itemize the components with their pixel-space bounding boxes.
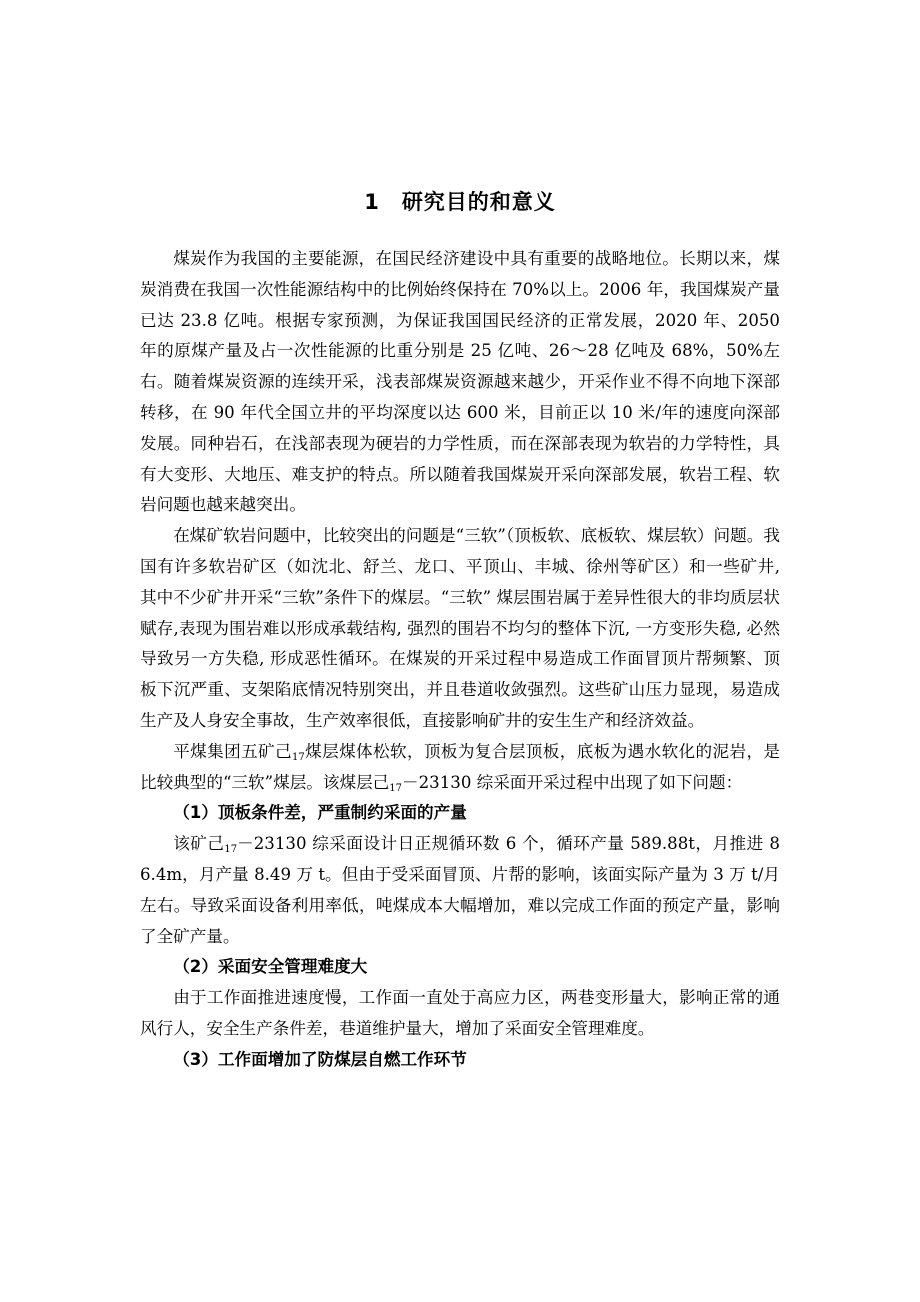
subheading-roof-condition: （1）顶板条件差，严重制约采面的产量 <box>173 803 467 823</box>
paragraph-three-soft-problem: 在煤矿软岩问题中，比较突出的问题是“三软”（顶板软、底板软、煤层软）问题。我国有许多软岩矿区（如沈北、舒兰、龙口、平顶山、丰城、徐州等矿区）和一些矿井, 其中不少矿井开采“三软”条件下的煤层。“三软” 煤层围岩属于差异性很大的非均质层状赋存,表现为围岩难以形成承载结构, 强烈的围岩不均匀的整体下沉, 一方变形失稳, 必然导致另一方失稳, 形成恶性循环。在煤炭的开采过程中易造成工作面冒顶片帮频繁、顶板下沉严重、支架陷底情况特别突出，并且巷道收敛强烈。这些矿山压力显现，易造成生产及人身安全事故，生产效率很低，直接影响矿井的安生生产和经济效益。 <box>140 526 780 730</box>
paragraph-production-data <box>140 829 780 952</box>
paragraph-production-data-part-a: 该矿己 <box>173 834 225 854</box>
subheading-spontaneous-combustion: （3）工作面增加了防煤层自燃工作环节 <box>173 1049 467 1069</box>
paragraph-mine-background-part-b: 煤层煤体松软，顶板为复合层顶板，底板为遇水软化的泥岩，是比较典型的“三软”煤层。该煤层己 <box>140 741 781 792</box>
seam-subscript: 17 <box>389 782 403 794</box>
paragraph-mine-background-part-c: －23130 综采面开采过程中出现了如下问题： <box>402 772 743 792</box>
paragraph-mine-background-part-a: 平煤集团五矿己 <box>173 741 293 761</box>
paragraph-mine-background <box>140 737 780 799</box>
paragraph-safety-management: 由于工作面推进速度慢，工作面一直处于高应力区，两巷变形量大，影响正常的通风行人，安全生产条件差，巷道维护量大，增加了采面安全管理难度。 <box>140 988 780 1038</box>
paragraph-production-data-part-b: －23130 综采面设计日正规循环数 6 个，循环产量 589.88t，月推进 86.4m，月产量 8.49 万 t。但由于受采面冒顶、片帮的影响，该面实际产量为 3 万 t/月左右。导致采面设备利用率低，吨煤成本大幅增加，难以完成工作面的预定产量，影响了全矿产量。 <box>140 834 780 946</box>
seam-subscript: 17 <box>224 844 238 856</box>
document-body <box>140 244 780 1076</box>
section-title-text: 研究目的和意义 <box>401 190 556 214</box>
seam-subscript: 17 <box>292 751 305 763</box>
paragraph-coal-importance: 煤炭作为我国的主要能源，在国民经济建设中具有重要的战略地位。长期以来，煤炭消费在我国一次性能源结构中的比例始终保持在 70%以上。2006 年，我国煤炭产量已达 23.8 亿吨。根据专家预测，为保证我国国民经济的正常发展，2020 年、2050 年的原煤产量及占一次性能源的比重分别是 25 亿吨、26～28 亿吨及 68%，50%左右。随着煤炭资源的连续开采，浅表部煤炭资源越来越少，开采作业不得不向地下深部转移，在 90 年代全国立井的平均深度以达 600 米，目前正以 10 米/年的速度向深部发展。同种岩石，在浅部表现为硬岩的力学性质，而在深部表现为软岩的力学特性，具有大变形、大地压、难支护的特点。所以随着我国煤炭开采向深部发展，软岩工程、软岩问题也越来越突出。 <box>140 249 780 515</box>
subheading-safety-management: （2）采面安全管理难度大 <box>173 957 368 977</box>
section-number: 1 <box>364 190 380 214</box>
section-title <box>0 186 920 218</box>
